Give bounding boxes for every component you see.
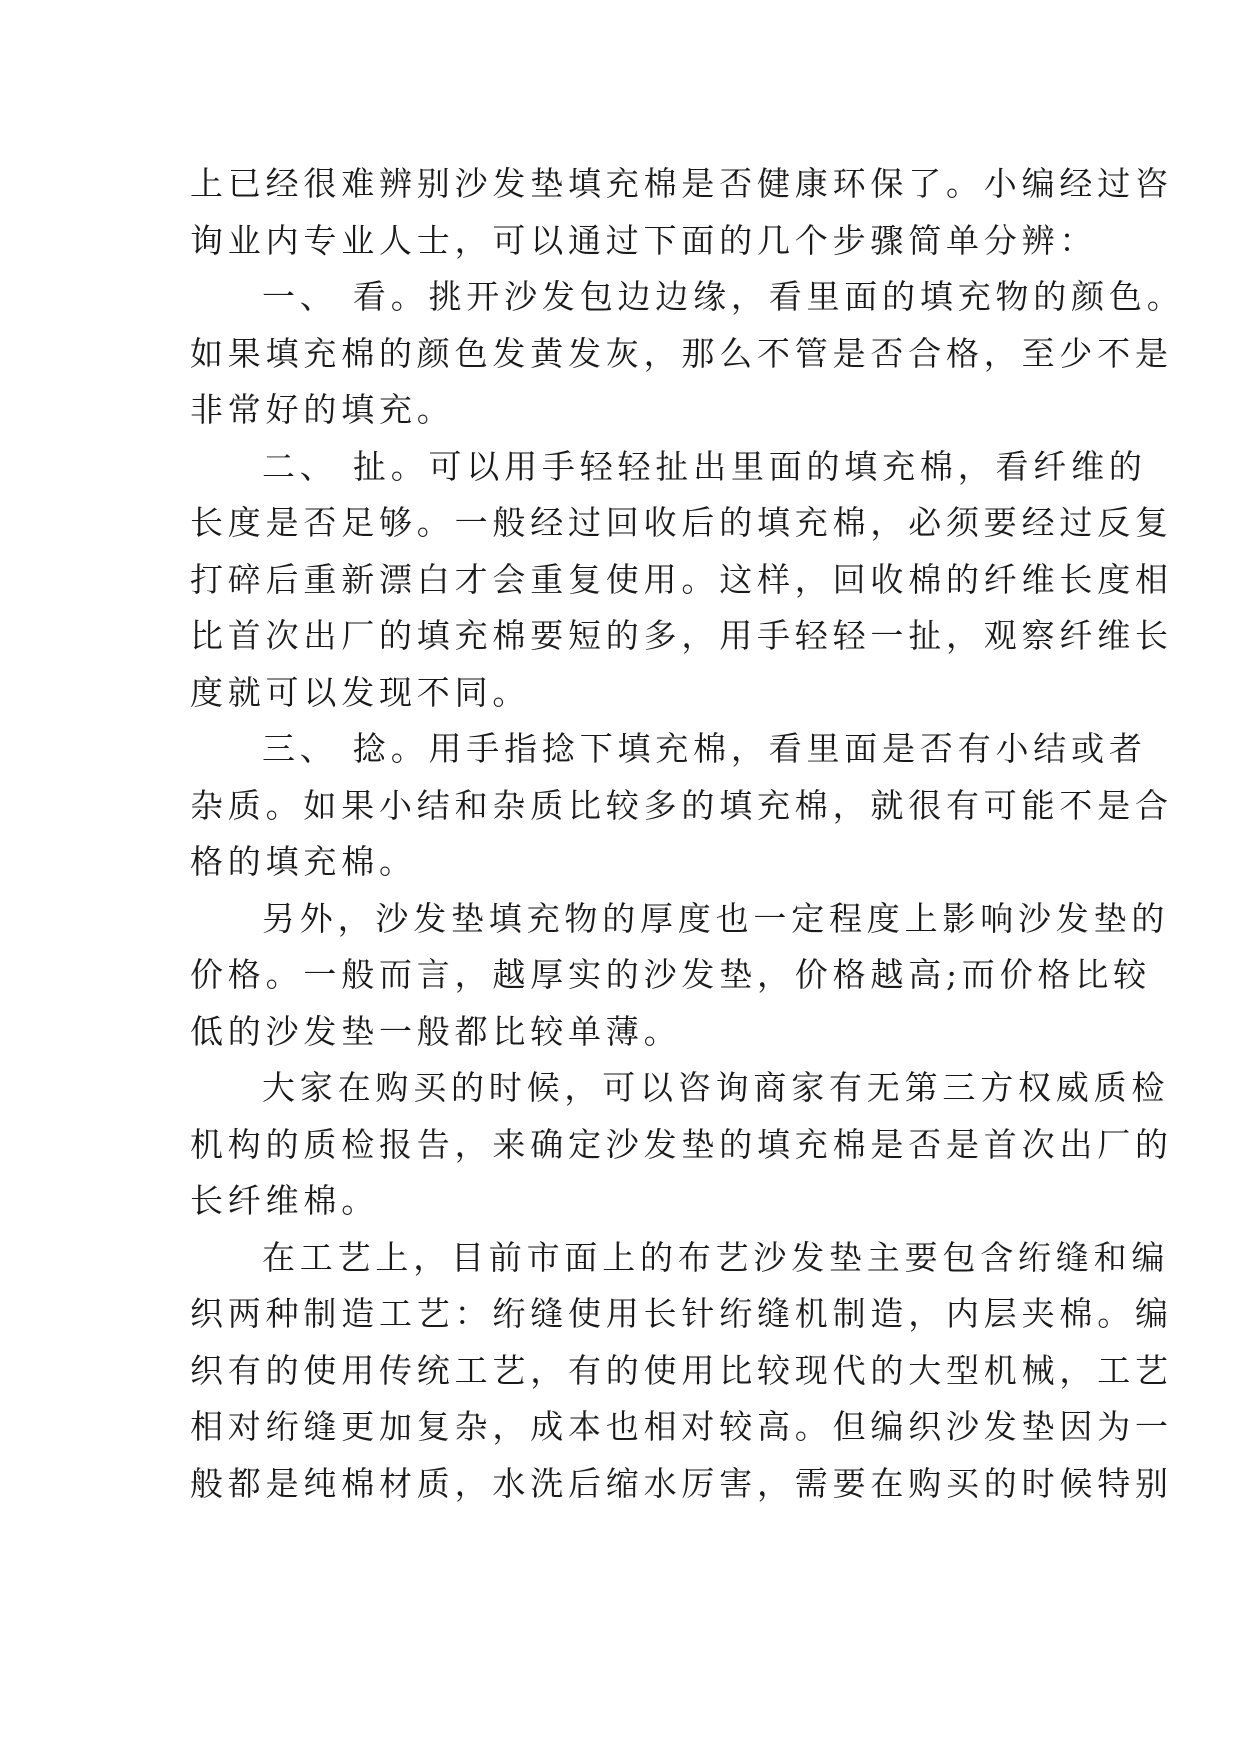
- text-line: 询业内专业人士，可以通过下面的几个步骤简单分辨：: [190, 220, 1098, 260]
- paragraph-first-line: 一、 看。挑开沙发包边边缘，看里面的填充物的颜色。: [262, 277, 1185, 316]
- paragraph-first-line: 二、 扯。可以用手轻轻扯出里面的填充棉，看纤维的: [262, 446, 1147, 486]
- text-line: 织两种制造工艺：绗缝使用长针绗缝机制造，内层夹棉。编: [190, 1294, 1173, 1333]
- text-line: 长度是否足够。一般经过回收后的填充棉，必须要经过反复: [190, 503, 1173, 542]
- text-line: 如果填充棉的颜色发黄发灰，那么不管是否合格，至少不是: [190, 333, 1173, 373]
- paragraph-first-line: 大家在购买的时候，可以咨询商家有无第三方权威质检: [262, 1068, 1170, 1107]
- text-line: 相对绗缝更加复杂，成本也相对较高。但编织沙发垫因为一: [190, 1407, 1173, 1446]
- text-line: 格的填充棉。: [190, 842, 417, 881]
- paragraph-first-line: 另外，沙发垫填充物的厚度也一定程度上影响沙发垫的: [262, 898, 1170, 938]
- text-line: 杂质。如果小结和杂质比较多的填充棉，就很有可能不是合: [190, 785, 1173, 825]
- text-line: 价格。一般而言，越厚实的沙发垫，价格越高;而价格比较: [190, 955, 1151, 994]
- text-line: 比首次出厂的填充棉要短的多，用手轻轻一扯，观察纤维长: [190, 616, 1173, 655]
- paragraph-first-line: 三、 捻。用手指捻下填充棉，看里面是否有小结或者: [262, 729, 1147, 768]
- text-line: 般都是纯棉材质，水洗后缩水厉害，需要在购买的时候特别: [190, 1463, 1173, 1503]
- text-line: 上已经很难辨别沙发垫填充棉是否健康环保了。小编经过咨: [190, 164, 1173, 203]
- text-line: 度就可以发现不同。: [190, 672, 531, 712]
- text-line: 长纤维棉。: [190, 1181, 379, 1220]
- body-text: [190, 156, 1185, 1512]
- text-line: 机构的质检报告，来确定沙发垫的填充棉是否是首次出厂的: [190, 1124, 1173, 1164]
- text-line: 低的沙发垫一般都比较单薄。: [190, 1011, 682, 1051]
- paragraph-first-line: 在工艺上，目前市面上的布艺沙发垫主要包含绗缝和编: [262, 1237, 1170, 1277]
- text-line: 打碎后重新漂白才会重复使用。这样，回收棉的纤维长度相: [190, 559, 1173, 599]
- text-line: 织有的使用传统工艺，有的使用比较现代的大型机械，工艺: [190, 1350, 1173, 1390]
- text-line: 非常好的填充。: [190, 390, 455, 429]
